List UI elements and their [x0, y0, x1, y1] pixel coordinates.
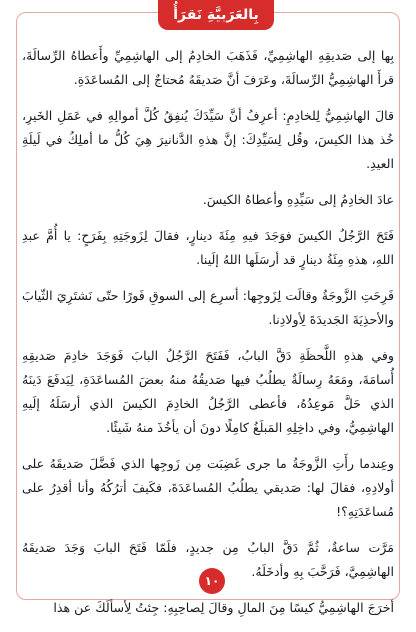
page-number: ١٠	[199, 568, 225, 594]
paragraph: وفي هذهِ اللَّحظَةِ دَقَّ البابُ، فَفَتَحَ الرَّجُلُ البابَ فَوَجَدَ خادِمَ صَديقِهِ أُسامَةَ، ومَعَهُ رِسالَةٌ يطلُبُ فيها صَديقُهُ منهُ بعضَ المُساعَدَةِ، لِيَدفَعَ دَينَهُ الذي حَلَّ مَوعِدُهُ، فأعطى الرَّجُلُ الخادِمَ الكيسَ الذي أرسَلَهُ إلَيهِ الهاشِمِيُّ، وفي داخِلِهِ المَبلَغُ كامِلًا دونَ أن يأخُذَ منهُ شَيئًا.	[22, 348, 394, 435]
paragraph: أخرَجَ الهاشِمِيُّ كيسًا مِنَ المالِ وقالَ لِصاحِبِهِ: جِئتُ لِأسألَكَ عن هذا	[53, 600, 394, 615]
book-title-tab: بِالعَرَبيَّةِ نَقرَأُ	[158, 0, 274, 30]
story-text	[22, 44, 394, 632]
paragraph: بِها إلى صَديقِهِ الهاشِمِيِّ، فَذَهَبَ الخادِمُ إلى الهاشِمِيِّ وأَعطاهُ الرِّسالَةَ، قرأَ الهاشِمِيُّ الرِّسالَةَ، وعَرَفَ أنَّ صَديقَهُ مُحتاجٌ إلى المُساعَدَةِ.	[22, 48, 394, 87]
paragraph: مَرَّت ساعةٌ، ثُمَّ دَقَّ البابُ مِن جديدٍ، فلَمّا فَتَحَ البابَ وَجَدَ صَديقَهُ الهاشِمِيَّ، فَرَحَّبَ بِهِ وأدخَلَهُ.	[22, 540, 394, 579]
paragraph: قالَ الهاشِمِيُّ لِلخادِمِ: أعرِفُ أنَّ سَيِّدَكَ يُنفِقُ كُلَّ أموالِهِ في عَمَلِ الخَيرِ، خُذ هذا الكيسَ، وقُل لِسَيِّدِكَ: إنَّ هذهِ الدَّنانيرَ هِيَ كُلُّ ما أملِكُ في لَيلَةِ العيدِ.	[22, 108, 394, 171]
paragraph: فَرِحَتِ الزَّوجَةُ وقالَت لِزَوجِها: أسرِع إلى السوقِ فَورًا حتّى نَشتَرِيَ الثّيابَ والأحذِيَةَ الجَديدَةَ لِأولادِنا.	[22, 288, 394, 327]
paragraph: وعِندما رأَتِ الزَّوجَةُ ما جرى غَضِبَت مِن زَوجِها الذي فَضَّلَ صَديقَهُ على أولادِهِ، فقالَ لها: صَديقي يطلُبُ المُساعَدَةَ، فكَيفَ أترُكُهُ وأنا أقدِرُ على مُساعَدَتِهِ؟!	[22, 456, 394, 519]
paragraph: عادَ الخادِمُ إلى سَيِّدِهِ وأعطاهُ الكيسَ.	[202, 192, 394, 207]
paragraph: فَتَحَ الرَّجُلُ الكيسَ فوَجَدَ فيهِ مِئَةَ دينارٍ، فقالَ لِزَوجَتِهِ بِفَرَحٍ: يا أُمَّ عبدِ اللهِ، هذهِ مِئَةُ دينارٍ قد أرسَلَها اللهُ إلَينا.	[22, 228, 394, 267]
